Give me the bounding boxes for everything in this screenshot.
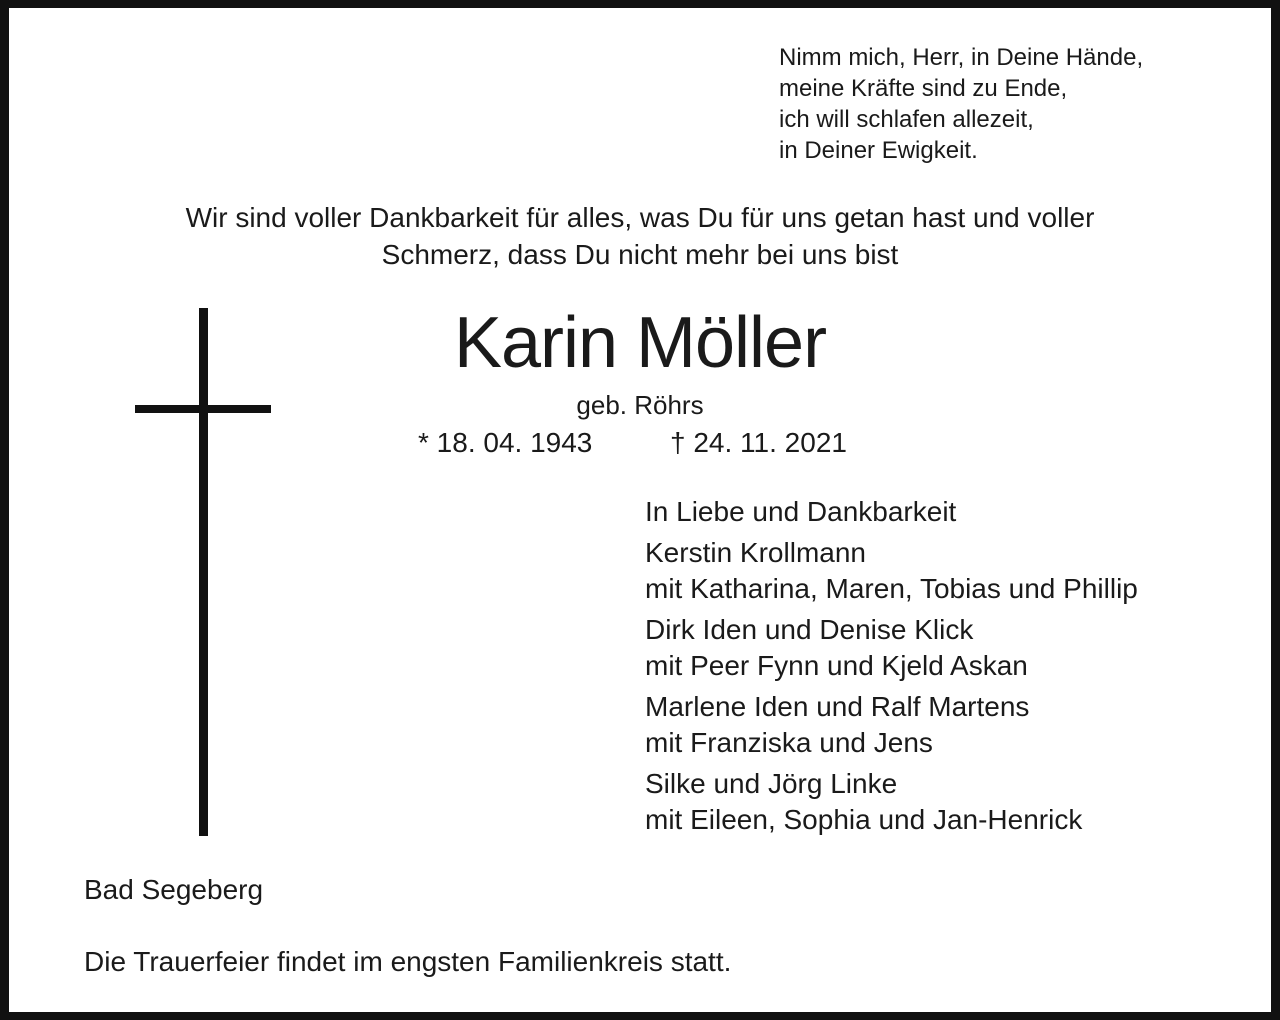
family-group-names: Dirk Iden und Denise Klick (645, 614, 974, 645)
poem-line: in Deiner Ewigkeit. (779, 137, 978, 164)
family-group-children: mit Eileen, Sophia und Jan-Henrick (645, 804, 1083, 835)
family-group (645, 766, 1138, 838)
poem-line: ich will schlafen allezeit, (779, 106, 1034, 133)
birth-date: * 18. 04. 1943 (418, 427, 593, 458)
family-header: In Liebe und Dankbarkeit (645, 496, 957, 527)
death-date: † 24. 11. 2021 (670, 427, 847, 458)
intro-text (60, 199, 1220, 273)
intro-line: Wir sind voller Dankbarkeit für alles, was Du für uns getan hast und voller (185, 202, 1095, 233)
family-group-names: Silke und Jörg Linke (645, 768, 898, 799)
location: Bad Segeberg (84, 874, 264, 905)
family-group-children: mit Franziska und Jens (645, 727, 933, 758)
poem-line: meine Kräfte sind zu Ende, (779, 75, 1068, 102)
family-group-names: Marlene Iden und Ralf Martens (645, 691, 1030, 722)
deceased-name: Karin Möller (453, 303, 827, 383)
poem-line: Nimm mich, Herr, in Deine Hände, (779, 44, 1144, 71)
intro-line: Schmerz, dass Du nicht mehr bei uns bist (381, 239, 899, 270)
family-group-children: mit Peer Fynn und Kjeld Askan (645, 650, 1028, 681)
family-group-names: Kerstin Krollmann (645, 537, 866, 568)
poem (779, 42, 1143, 166)
family-list (645, 494, 1138, 843)
family-group (645, 689, 1138, 761)
family-group (645, 612, 1138, 684)
maiden-name: geb. Röhrs (576, 390, 704, 420)
cross-horizontal-bar (135, 405, 271, 413)
family-group (645, 535, 1138, 607)
funeral-note: Die Trauerfeier findet im engsten Familienkreis statt. (84, 946, 732, 977)
family-group-children: mit Katharina, Maren, Tobias und Phillip (645, 573, 1138, 604)
cross-vertical-bar (199, 308, 208, 836)
